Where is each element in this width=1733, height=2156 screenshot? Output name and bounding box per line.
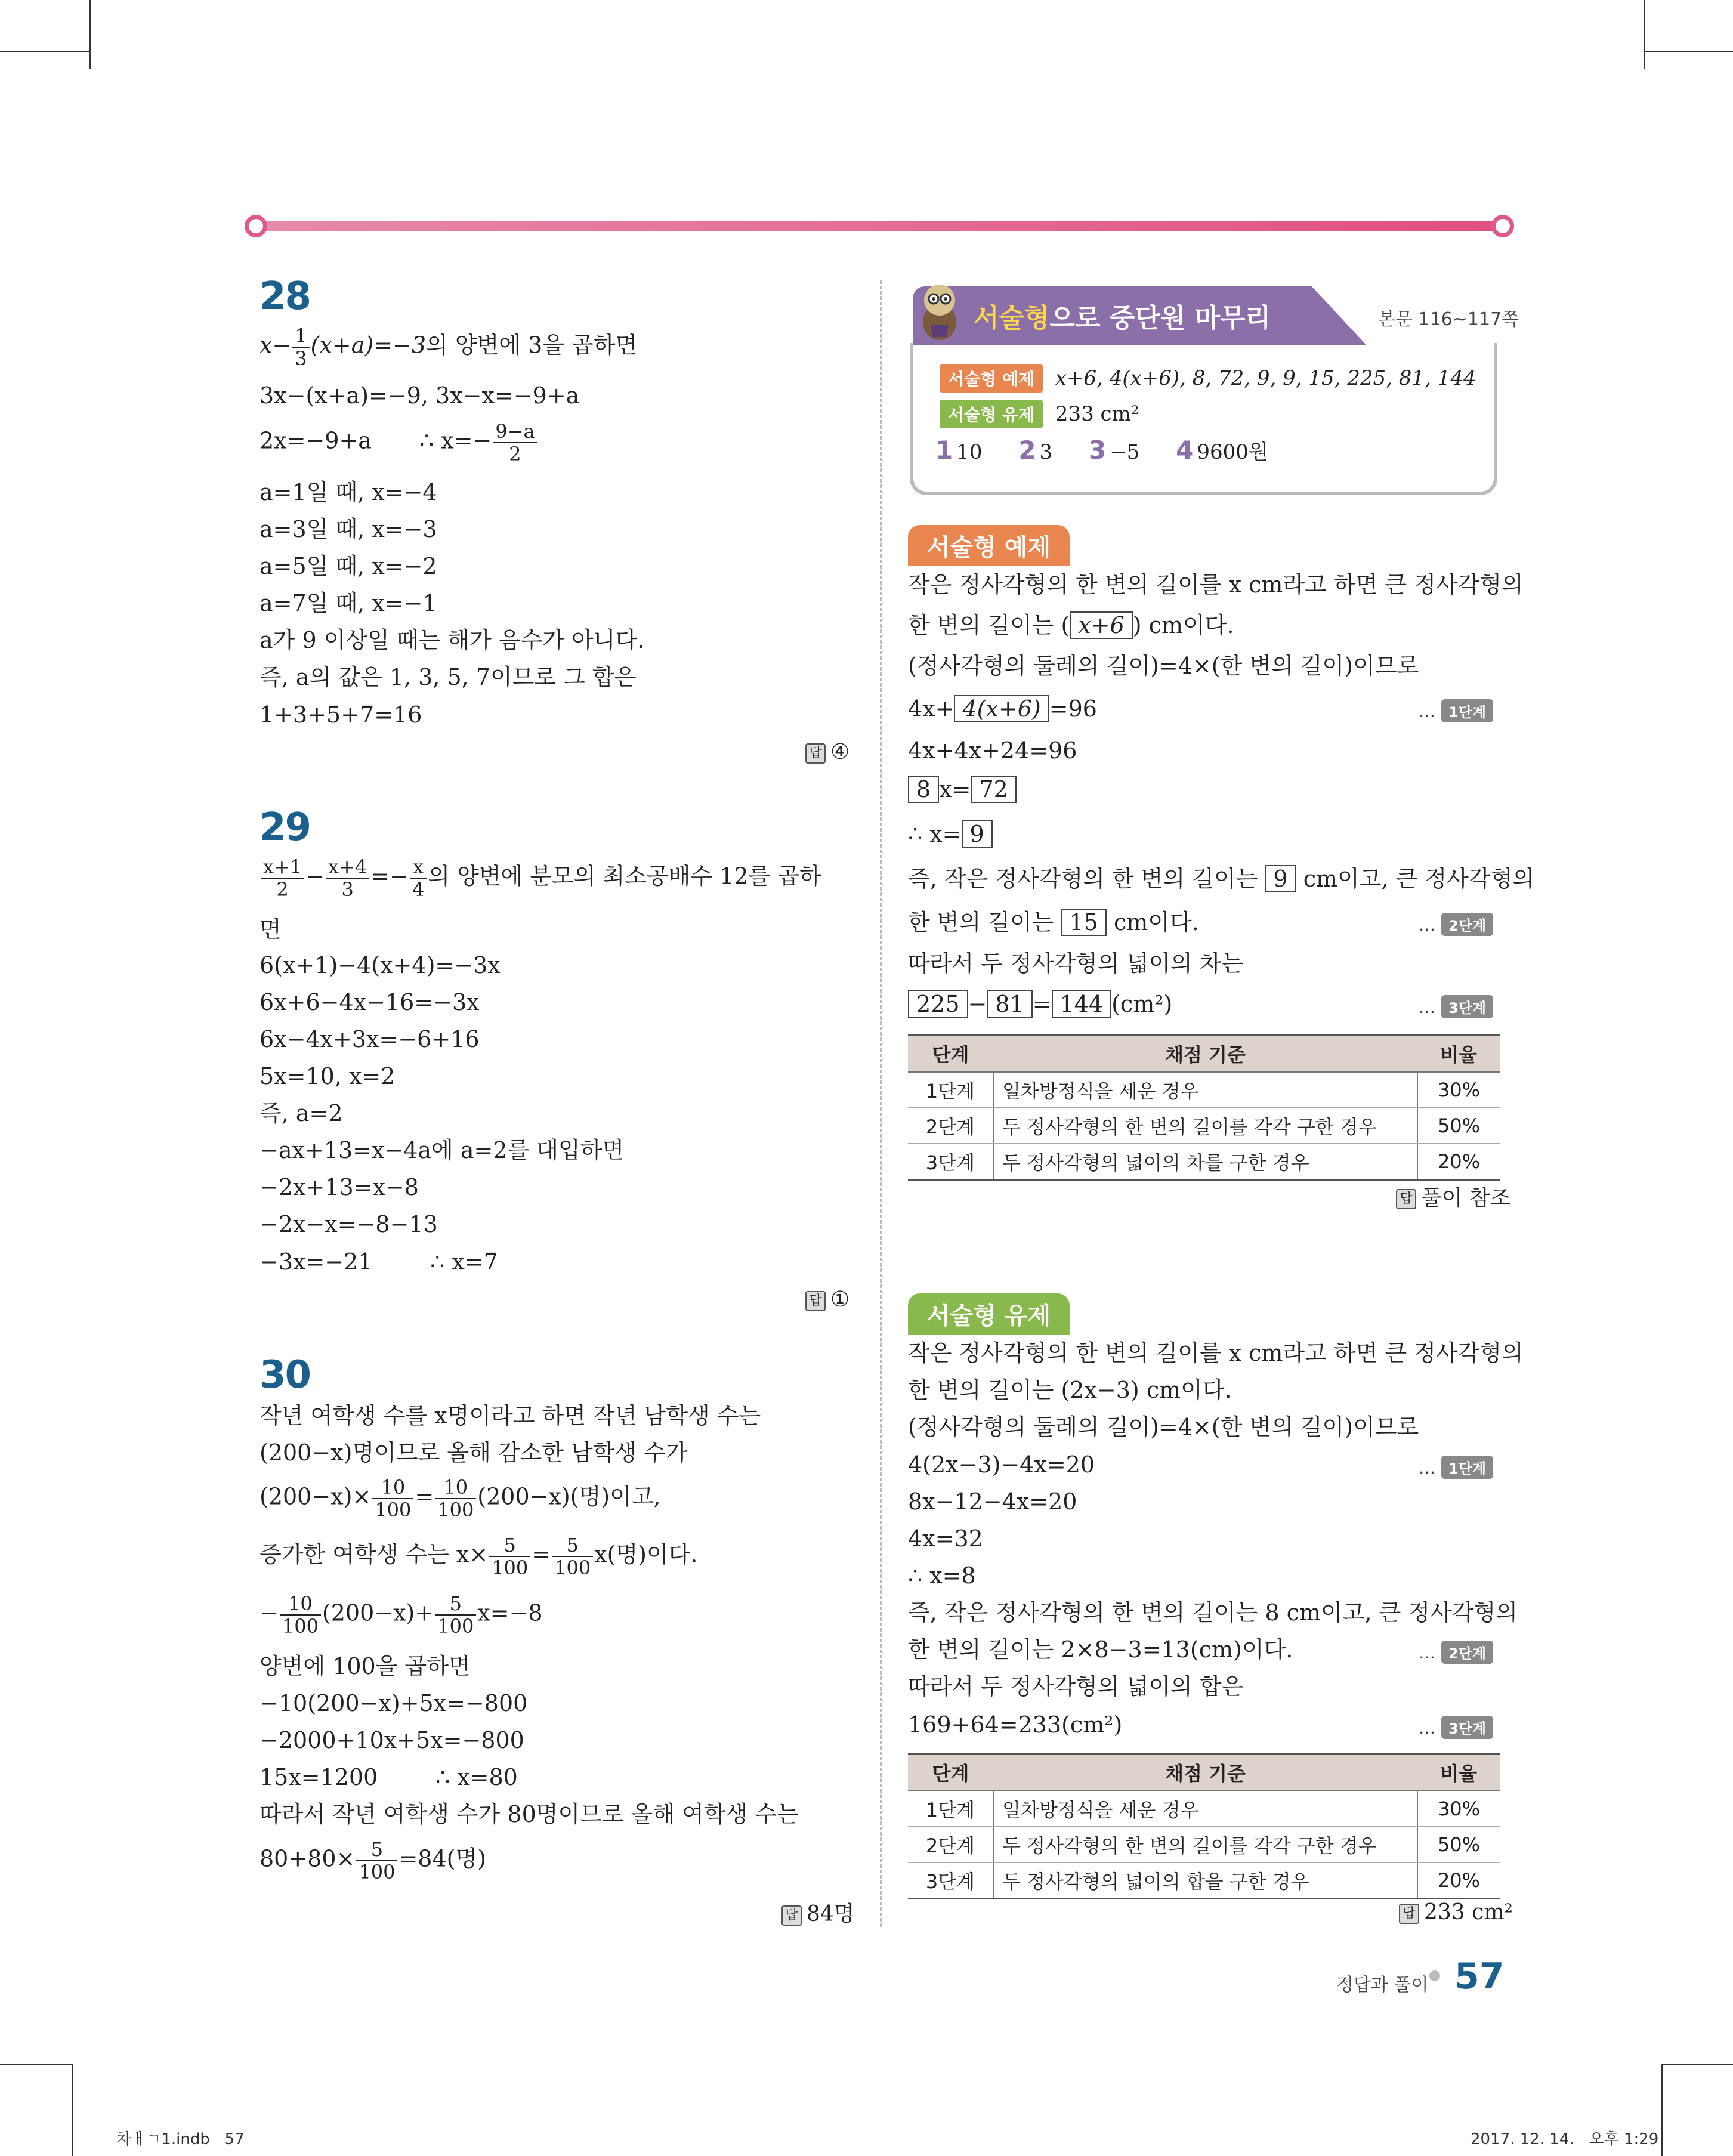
text-line: 4x+4x+24=96: [908, 737, 1077, 764]
text-line: −3x=−21 ∴ x=7: [260, 1249, 498, 1275]
table-row: [908, 1108, 1500, 1144]
practice-heading: 서술형 유제: [908, 1293, 1070, 1335]
text-line: 6(x+1)−4(x+4)=−3x: [260, 952, 501, 978]
table-header: 채점 기준: [993, 1035, 1417, 1073]
text-line: 양변에 100을 곱하면: [260, 1653, 471, 1679]
text-line: −ax+13=x−4a에 a=2를 대입하면: [260, 1137, 625, 1163]
text-line: 즉, a의 값은 1, 3, 5, 7이므로 그 합은: [260, 664, 637, 690]
crop-mark: [1661, 2064, 1663, 2156]
text-line: 5x=10, x=2: [260, 1063, 396, 1089]
crop-mark: [1661, 2064, 1733, 2065]
text-line: 225 − 81 = 144 (cm²): [908, 990, 1172, 1018]
file-info: 차ㅐㄱ1.indb 57: [116, 2130, 245, 2148]
text-line: 한 변의 길이는 2×8−3=13(cm)이다.: [908, 1636, 1293, 1663]
section-title: 서술형으로 중단원 마무리: [974, 303, 1271, 333]
type-tag: 서술형 유제: [940, 400, 1043, 428]
table-cell: 3단계: [908, 1144, 993, 1180]
header-bar: [254, 221, 1506, 231]
header-bar-dot: [245, 215, 267, 237]
step-marker: … 3단계: [1419, 1716, 1493, 1739]
text-line: 한 변의 길이는 15 cm이다.: [908, 909, 1199, 935]
crop-mark: [89, 0, 91, 69]
text-line: 작년 여학생 수를 x명이라고 하면 작년 남학생 수는: [260, 1403, 761, 1429]
text-line: 8x−12−4x=20: [908, 1488, 1077, 1515]
crop-mark: [1644, 51, 1733, 52]
answer: 답 233 cm²: [1399, 1900, 1513, 1925]
text-line: 169+64=233(cm²): [908, 1712, 1123, 1738]
text-line: 80+80× $\frac{5}{100}$ =84(명): [260, 1838, 487, 1883]
table-cell: 두 정사각형의 넓이의 차를 구한 경우: [993, 1144, 1417, 1180]
text-line: −2x−x=−8−13: [260, 1211, 438, 1237]
crop-mark: [0, 51, 89, 52]
summary-items-line: 1 10 2 3 3 −5 4 9600원: [935, 435, 1268, 465]
answer: 답 ①: [805, 1287, 849, 1312]
text-line: 1+3+5+7=16: [260, 702, 422, 728]
text-line: 한 변의 길이는 (2x−3) cm이다.: [908, 1377, 1232, 1403]
text-line: 면: [260, 916, 282, 943]
text-line: $\frac{x+1}{2}$ − $\frac{x+4}{3}$ =− $\frac{x}{4}$ 의 양변에 분모의 최소공배수 12를 곱하: [260, 856, 821, 900]
table-cell: 일차방정식을 세운 경우: [993, 1072, 1417, 1108]
print-timestamp: 2017. 12. 14. 오후 1:29: [1471, 2130, 1659, 2148]
table-cell: 30%: [1417, 1072, 1500, 1108]
table-cell: 1단계: [908, 1072, 993, 1108]
answer-icon: 답: [805, 743, 826, 764]
header-bar-dot: [1491, 215, 1514, 237]
footer-section: 정답과 풀이: [1336, 1975, 1429, 1996]
text-line: ∴ x=8: [908, 1562, 976, 1589]
mascot-icon: [907, 277, 972, 343]
crop-mark: [1644, 0, 1645, 69]
table-cell: 30%: [1417, 1791, 1500, 1827]
text-line: 즉, 작은 정사각형의 한 변의 길이는 8 cm이고, 큰 정사각형의: [908, 1599, 1518, 1626]
table-cell: 두 정사각형의 한 변의 길이를 각각 구한 경우: [993, 1108, 1417, 1144]
example-heading: 서술형 예제: [908, 525, 1070, 566]
text-line: (200−x)× $\frac{10}{100}$ = $\frac{10}{100}$ (200−x)(명)이고,: [260, 1476, 661, 1521]
column-divider: [880, 280, 882, 1927]
step-marker: … 2단계: [1419, 1641, 1493, 1664]
page-number: 57: [1454, 1956, 1505, 1997]
table-cell: 일차방정식을 세운 경우: [993, 1791, 1417, 1827]
step-marker: … 3단계: [1419, 995, 1493, 1018]
example-tag: 서술형 예제: [940, 364, 1043, 393]
table-cell: 2단계: [908, 1827, 993, 1862]
text-line: a=3일 때, x=−3: [260, 516, 437, 542]
problem-number: 29: [260, 805, 311, 850]
answer: 답 ④: [805, 740, 849, 764]
table-row: [908, 1827, 1500, 1862]
table-header-row: [908, 1035, 1500, 1073]
text-line: 따라서 두 정사각형의 넓이의 합은: [908, 1673, 1244, 1700]
table-header: 단계: [908, 1754, 993, 1791]
table-cell: 2단계: [908, 1108, 993, 1144]
text-line: 15x=1200 ∴ x=80: [260, 1764, 518, 1790]
answer-icon: 답: [805, 1291, 826, 1311]
text-line: a=7일 때, x=−1: [260, 590, 437, 616]
table-cell: 두 정사각형의 한 변의 길이를 각각 구한 경우: [993, 1827, 1417, 1862]
table-header: 단계: [908, 1035, 993, 1073]
table-cell: 두 정사각형의 넓이의 합을 구한 경우: [993, 1862, 1417, 1899]
crop-mark: [0, 2064, 72, 2065]
step-marker: … 1단계: [1419, 699, 1493, 722]
table-cell: 50%: [1417, 1108, 1500, 1144]
table-cell: 20%: [1417, 1862, 1500, 1899]
step-marker: … 2단계: [1419, 913, 1493, 936]
text-line: 작은 정사각형의 한 변의 길이를 x cm라고 하면 큰 정사각형의: [908, 1340, 1524, 1366]
problem-number: 30: [260, 1353, 311, 1397]
table-cell: 50%: [1417, 1827, 1500, 1862]
text-line: a=5일 때, x=−2: [260, 553, 437, 579]
problem-number: 28: [260, 274, 311, 319]
text-line: 작은 정사각형의 한 변의 길이를 x cm라고 하면 큰 정사각형의: [908, 572, 1524, 598]
text-line: 2x=−9+a ∴ x=− $\frac{9-a}{2}$: [260, 421, 539, 465]
table-row: [908, 1144, 1500, 1180]
text-line: 8 x= 72: [908, 776, 1017, 803]
answer: 답 풀이 참조: [1396, 1181, 1511, 1212]
table-header-row: [908, 1754, 1500, 1791]
text-line: 4(2x−3)−4x=20: [908, 1451, 1095, 1478]
step-marker: … 1단계: [1419, 1456, 1493, 1479]
text-line: 즉, 작은 정사각형의 한 변의 길이는 9 cm이고, 큰 정사각형의: [908, 866, 1534, 892]
table-row: [908, 1791, 1500, 1827]
text-line: −2x+13=x−8: [260, 1174, 419, 1200]
answer-icon: 답: [1396, 1189, 1416, 1209]
table-cell: 3단계: [908, 1862, 993, 1899]
table-cell: 20%: [1417, 1144, 1500, 1180]
text-line: (정사각형의 둘레의 길이)=4×(한 변의 길이)이므로: [908, 1414, 1419, 1440]
text-line: 6x+6−4x−16=−3x: [260, 989, 480, 1015]
text-line: −10(200−x)+5x=−800: [260, 1690, 528, 1716]
text-line: − $\frac{10}{100}$ (200−x)+ $\frac{5}{100}$ x=−8: [260, 1592, 543, 1638]
text-line: 4x+ 4(x+6) =96: [908, 696, 1097, 722]
text-line: 3x−(x+a)=−9, 3x−x=−9+a: [260, 382, 580, 409]
text-line: 증가한 여학생 수는 x× $\frac{5}{100}$ = $\frac{5}{100}$ x(명)이다.: [260, 1534, 698, 1579]
answer-icon: 답: [1399, 1904, 1419, 1924]
grading-table: [908, 1753, 1500, 1899]
text-line: (200−x)명이므로 올해 감소한 남학생 수가: [260, 1440, 688, 1466]
page-reference: 본문 116~117쪽: [1378, 309, 1519, 330]
answer-icon: 답: [781, 1905, 802, 1926]
text-line: ∴ x= 9: [908, 820, 993, 848]
text-line: 따라서 두 정사각형의 넓이의 차는: [908, 950, 1244, 977]
summary-example-line: 서술형 예제 x+6, 4(x+6), 8, 72, 9, 9, 15, 225, 81, 144: [940, 364, 1476, 393]
table-header: 비율: [1417, 1035, 1500, 1073]
text-line: 한 변의 길이는 ( x+6 ) cm이다.: [908, 612, 1234, 638]
table-cell: 1단계: [908, 1791, 993, 1827]
text-line: x− $\frac{1}{3}$ (x+a)=−3의 양변에 3을 곱하면: [260, 325, 638, 370]
answer: 답 84명: [781, 1897, 855, 1928]
table-row: [908, 1072, 1500, 1108]
summary-type-line: 서술형 유제 233 cm²: [940, 400, 1139, 428]
text-line: a=1일 때, x=−4: [260, 479, 437, 505]
grading-table: [908, 1034, 1500, 1181]
table-header: 채점 기준: [993, 1754, 1417, 1791]
text-line: 4x=32: [908, 1525, 983, 1552]
crop-mark: [72, 2064, 73, 2156]
table-header: 비율: [1417, 1754, 1500, 1791]
footer-dot: [1429, 1970, 1440, 1981]
text-line: −2000+10x+5x=−800: [260, 1727, 524, 1753]
text-line: a가 9 이상일 때는 해가 음수가 아니다.: [260, 627, 645, 653]
text-line: (정사각형의 둘레의 길이)=4×(한 변의 길이)이므로: [908, 653, 1419, 679]
text-line: 즉, a=2: [260, 1100, 343, 1126]
text-line: 6x−4x+3x=−6+16: [260, 1026, 480, 1052]
text-line: 따라서 작년 여학생 수가 80명이므로 올해 여학생 수는: [260, 1801, 799, 1827]
table-row: [908, 1862, 1500, 1899]
